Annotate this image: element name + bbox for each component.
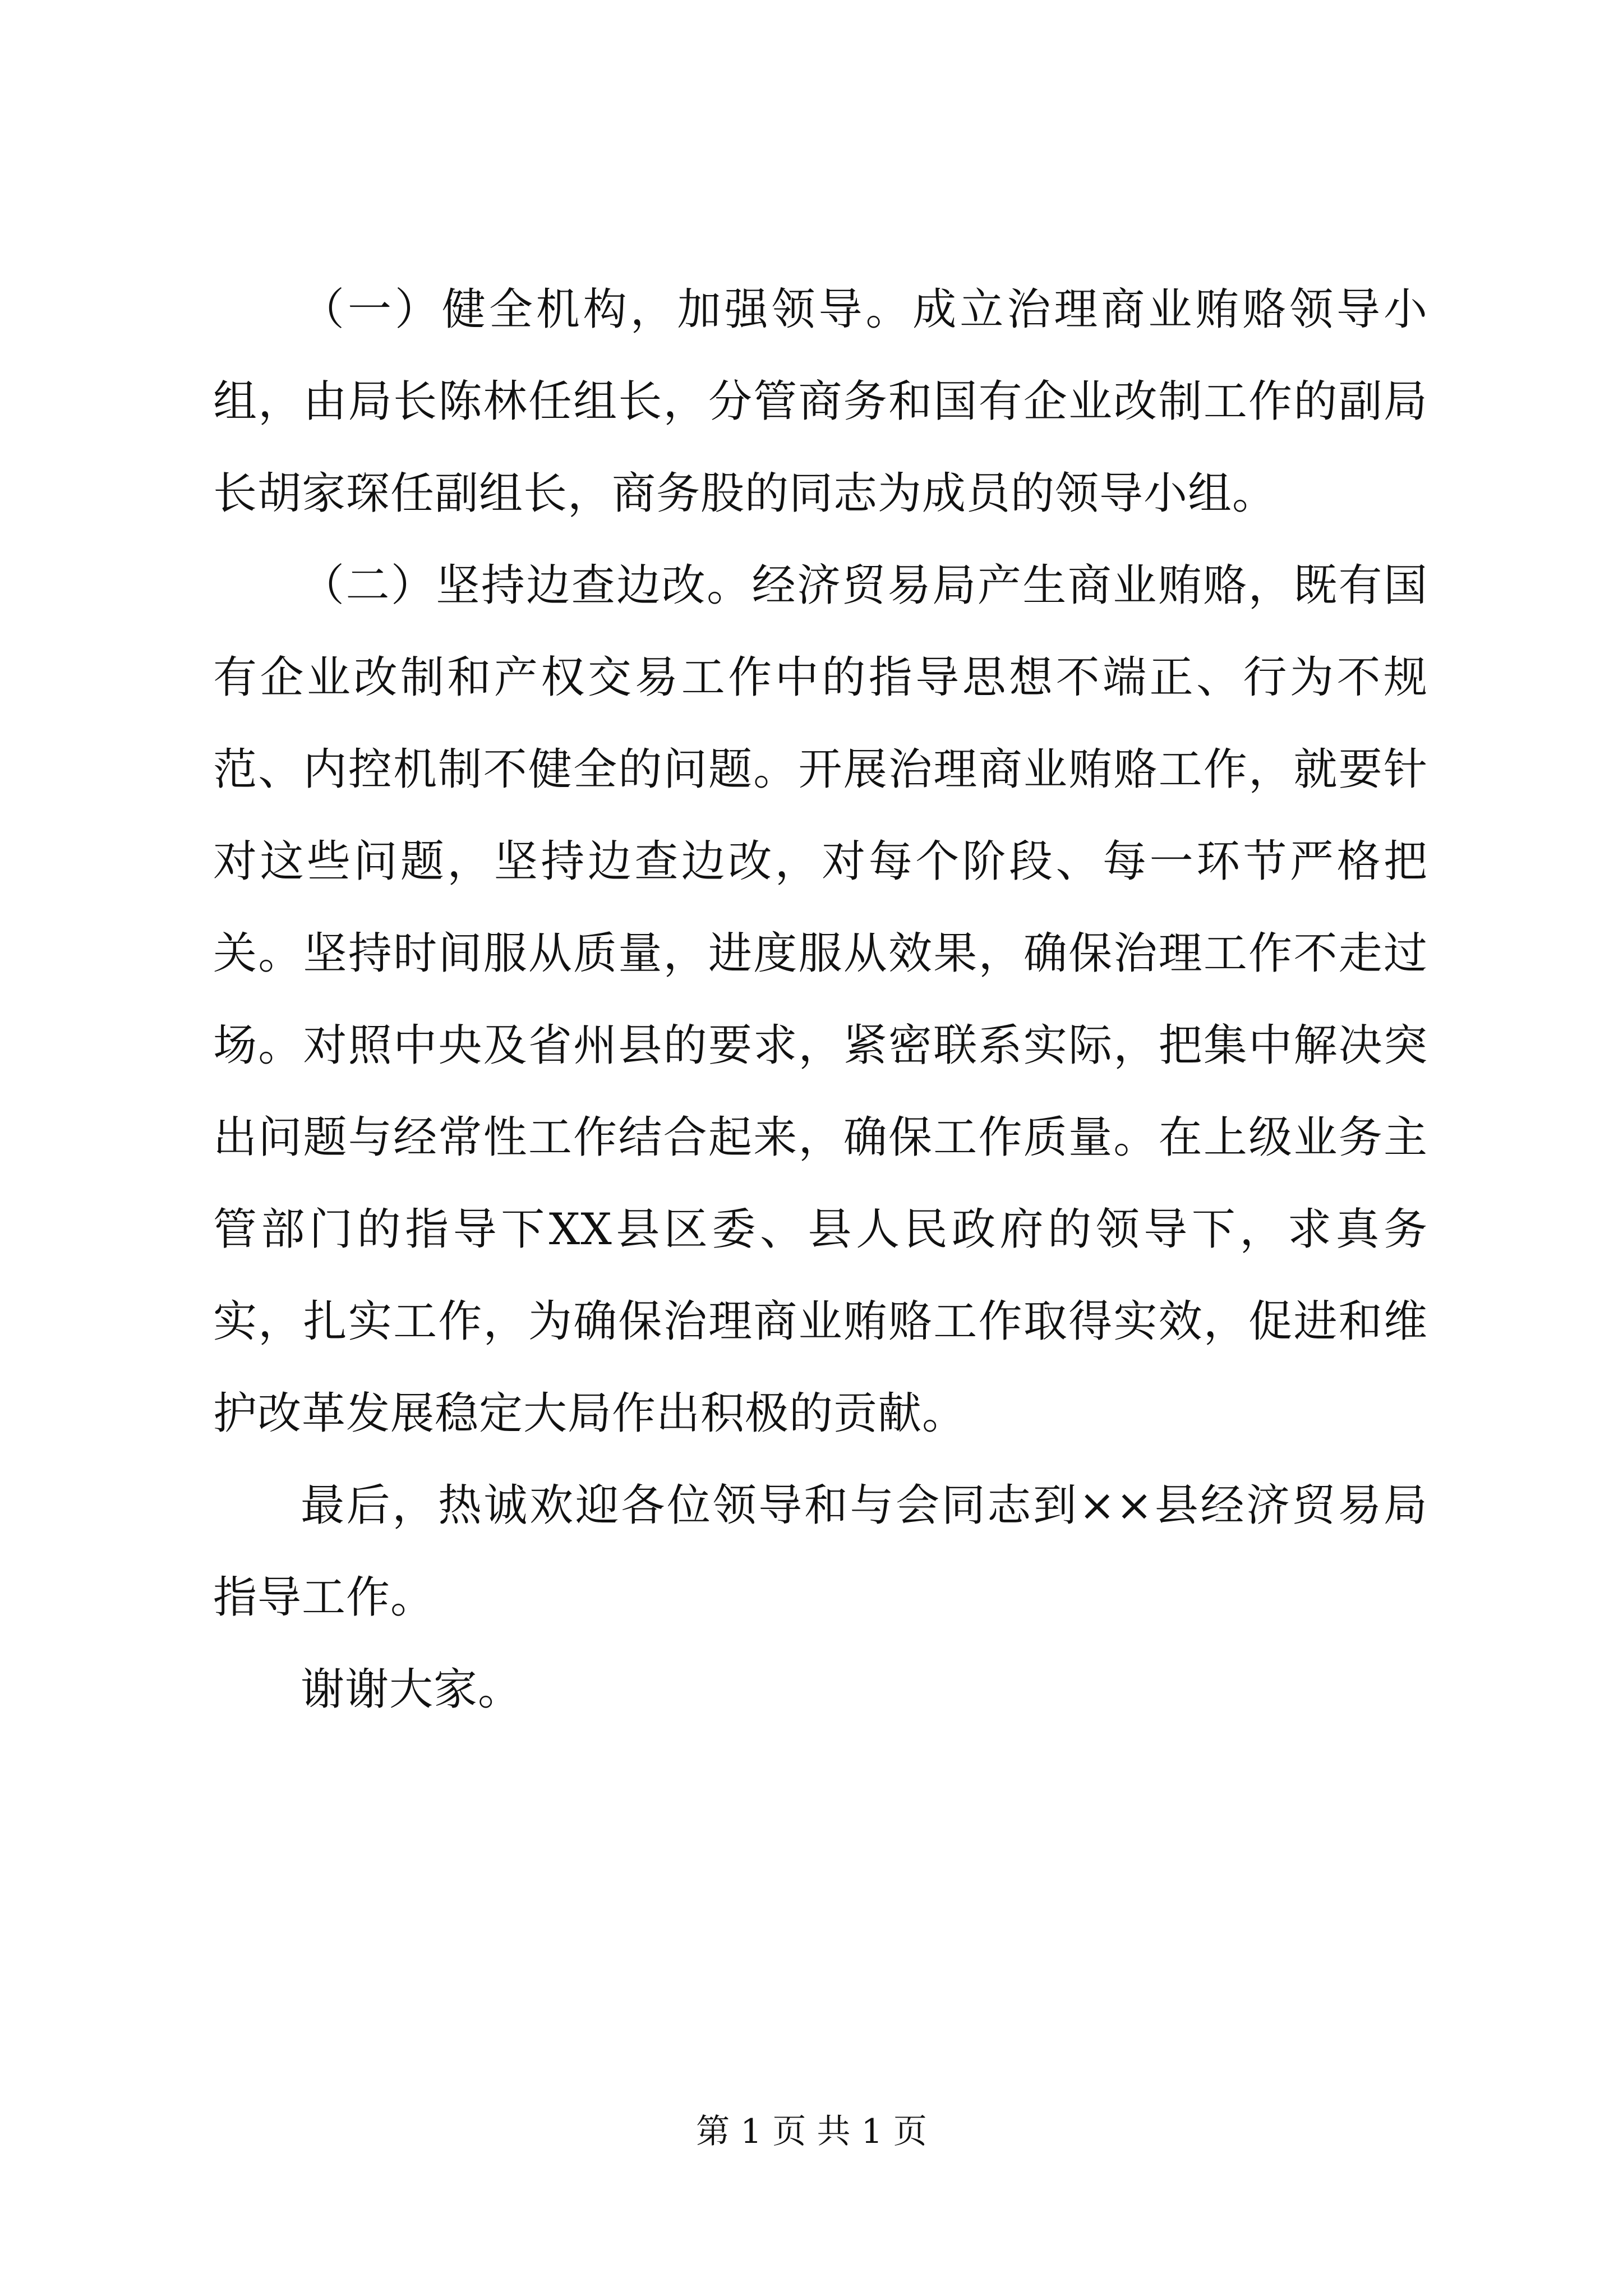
page-footer: 第 1 页 共 1 页 xyxy=(696,2112,927,2151)
paragraph-welcome: 最后，热诚欢迎各位领导和与会同志到××县经济贸易局指导工作。 xyxy=(213,1480,1428,1623)
paragraph-inspect-and-correct: （二）坚持边查边改。经济贸易局产生商业贿赂，既有国有企业改制和产权交易工作中的指导思想不端正、行为不规范、内控机制不健全的问题。开展治理商业贿赂工作，就要针对这些问题，坚持边查边改，对每个阶段、每一环节严格把关。坚持时间服从质量，进度服从效果，确保治理工作不走过场。对照中央及省州县的要求，紧密联系实际，把集中解决突出问题与经常性工作结合起来，确保工作质量。在上级业务主管部门的指导下XX县区委、县人民政府的领导下，求真务实，扎实工作，为确保治理商业贿赂工作取得实效，促进和维护改革发展稳定大局作出积极的贡献。 xyxy=(213,560,1428,1439)
paragraph-thanks: 谢谢大家。 xyxy=(301,1664,523,1715)
paragraph-leadership-group: （一）健全机构，加强领导。成立治理商业贿赂领导小组，由局长陈林任组长，分管商务和国有企业改制工作的副局长胡家琛任副组长，商务股的同志为成员的领导小组。 xyxy=(213,284,1428,519)
document-body xyxy=(213,264,1428,1736)
